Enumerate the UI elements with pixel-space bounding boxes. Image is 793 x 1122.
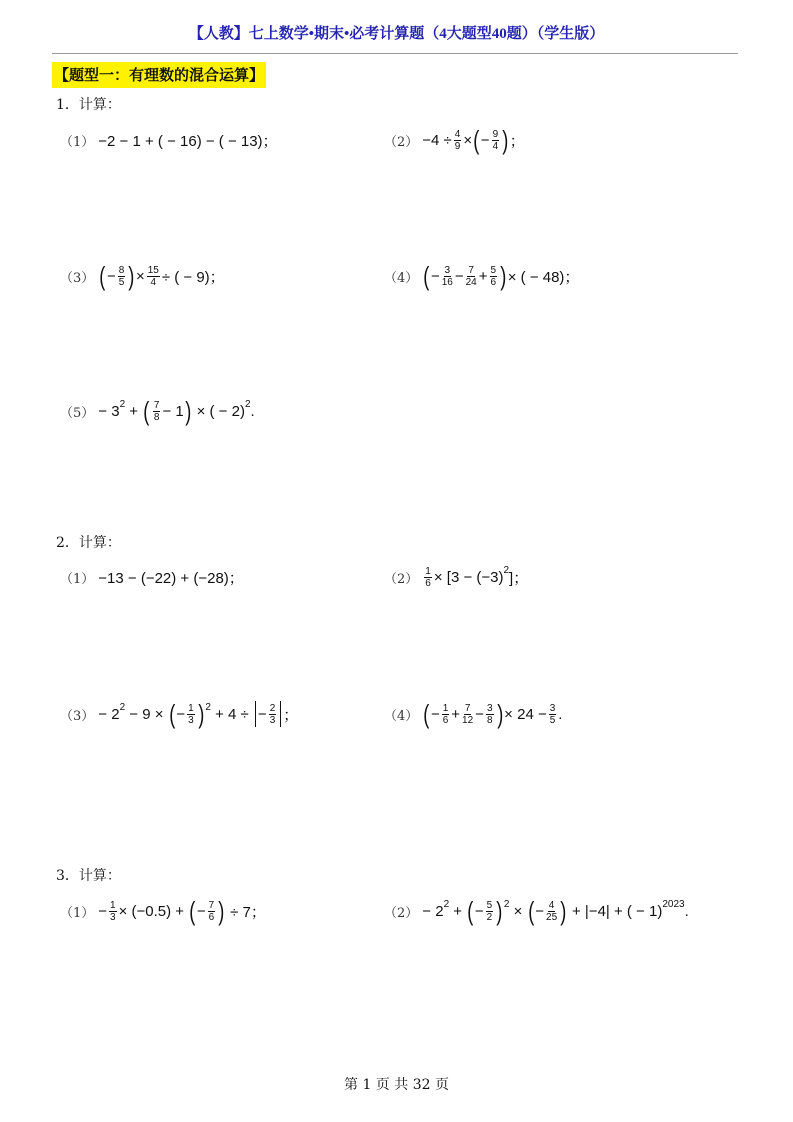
math-expression	[422, 566, 528, 589]
denominator: 3	[188, 714, 194, 726]
parenthesis: (	[99, 261, 106, 291]
item-label: （4）	[384, 270, 419, 286]
denominator: 8	[153, 411, 160, 423]
q1-item-1	[60, 120, 278, 160]
math-expression	[98, 263, 224, 289]
item-label: （4）	[384, 708, 419, 724]
numerator: 9	[492, 128, 499, 140]
math-text: − 9 ×	[125, 705, 168, 723]
fraction	[109, 900, 117, 923]
denominator: 3	[269, 714, 276, 726]
fraction	[118, 265, 126, 288]
math-text: +	[125, 402, 143, 420]
numerator: 8	[118, 264, 125, 276]
numerator: 4	[548, 899, 555, 911]
fraction	[153, 400, 161, 423]
denominator: 6	[425, 577, 431, 589]
numerator: 3	[486, 702, 493, 714]
math-text: −2 − 1 + ( − 16) − ( − 13)；	[98, 132, 278, 150]
q2-item-1	[60, 557, 244, 597]
question-1-heading: 1．计算：	[56, 97, 121, 113]
math-text: −	[480, 131, 490, 149]
parenthesis: )	[500, 261, 507, 291]
numerator: 3	[549, 702, 556, 714]
denominator: 5	[549, 714, 556, 726]
q3-item-1	[60, 891, 266, 931]
fraction	[492, 129, 500, 152]
numerator: 5	[490, 264, 497, 276]
parenthesis: (	[168, 699, 176, 729]
denominator: 24	[465, 276, 477, 288]
math-expression	[98, 130, 277, 151]
parenthesis: (	[423, 261, 430, 291]
item-label: （1）	[60, 134, 95, 150]
parenthesis: )	[218, 896, 225, 926]
denominator: 6	[490, 276, 497, 288]
math-text: −	[535, 902, 545, 920]
math-text: −13 − (−22) + (−28)；	[98, 569, 244, 587]
numerator: 1	[188, 702, 194, 714]
math-text: −	[98, 902, 108, 920]
q1-item-3	[60, 256, 225, 296]
numerator: 7	[464, 702, 471, 714]
parenthesis: (	[473, 125, 480, 155]
math-expression	[422, 263, 579, 289]
numerator: 1	[442, 702, 449, 714]
parenthesis: )	[128, 261, 135, 291]
math-text: × [3 − (−3)	[433, 568, 504, 586]
math-expression	[98, 398, 254, 424]
math-expression	[98, 898, 266, 924]
math-expression	[422, 898, 688, 924]
parenthesis: (	[467, 896, 474, 926]
parenthesis: (	[527, 896, 534, 926]
math-text: × (−0.5) +	[118, 902, 189, 920]
q1-item-5	[60, 391, 255, 431]
parenthesis: )	[197, 699, 205, 729]
math-text: −	[106, 267, 116, 285]
q1-item-2	[384, 120, 525, 160]
parenthesis: )	[560, 896, 567, 926]
numerator: 4	[454, 128, 461, 140]
numerator: 1	[425, 565, 431, 577]
math-text: × 24 −	[504, 705, 547, 723]
exponent: 2023	[662, 898, 685, 910]
math-text: −	[475, 705, 484, 723]
fraction	[454, 129, 462, 152]
math-text: × ( − 2)	[192, 402, 245, 420]
parenthesis: )	[502, 125, 509, 155]
math-text: +	[451, 705, 461, 723]
q3-item-2	[384, 891, 689, 931]
fraction	[187, 703, 195, 726]
header-divider	[52, 53, 738, 54]
fraction	[466, 265, 477, 288]
parenthesis: )	[185, 396, 192, 426]
denominator: 6	[442, 714, 449, 726]
question-3-heading: 3．计算：	[56, 868, 121, 884]
math-text: .	[684, 902, 689, 920]
absolute-bar	[255, 701, 256, 727]
math-text: × ( − 48)；	[507, 268, 580, 286]
item-label: （3）	[60, 708, 95, 724]
fraction	[546, 900, 557, 923]
denominator: 3	[110, 911, 116, 923]
exponent: 2	[503, 898, 510, 910]
denominator: 8	[486, 714, 493, 726]
document-title: 【人教】七上数学•期末•必考计算题（4大题型40题）（学生版）	[188, 26, 605, 42]
exponent: 2	[503, 564, 510, 576]
math-expression	[98, 701, 298, 727]
denominator: 25	[546, 911, 558, 923]
q2-item-2	[384, 557, 528, 597]
numerator: 7	[468, 264, 474, 276]
math-text: −	[474, 902, 484, 920]
item-label: （2）	[384, 571, 419, 587]
exponent: 2	[205, 701, 211, 713]
math-text: + |−4| + ( − 1)	[567, 902, 663, 920]
math-text: −	[176, 705, 186, 723]
fraction	[486, 703, 494, 726]
denominator: 2	[486, 911, 493, 923]
denominator: 9	[454, 140, 461, 152]
math-text: ×	[509, 902, 527, 920]
item-label: （2）	[384, 905, 419, 921]
denominator: 4	[492, 140, 499, 152]
item-label: （1）	[60, 571, 95, 587]
q2-item-3	[60, 694, 298, 734]
math-text: ×	[463, 131, 473, 149]
q1-item-4	[384, 256, 579, 296]
item-label: （1）	[60, 905, 95, 921]
parenthesis: )	[496, 896, 503, 926]
math-text: − 1	[162, 402, 184, 420]
math-text: +	[449, 902, 467, 920]
math-text: ÷ 7；	[225, 903, 266, 921]
exponent: 2	[119, 701, 126, 713]
math-text: −	[454, 267, 464, 285]
parenthesis: (	[189, 896, 196, 926]
parenthesis: (	[423, 699, 430, 729]
fraction	[442, 265, 453, 288]
fraction	[208, 900, 216, 923]
math-text: − 3	[98, 402, 120, 420]
math-text: ；	[283, 706, 299, 724]
math-text: ；	[509, 132, 525, 150]
fraction	[442, 703, 450, 726]
page-footer: 第 1 页 共 32 页	[344, 1077, 449, 1093]
denominator: 5	[118, 276, 125, 288]
fraction	[549, 703, 557, 726]
fraction	[486, 900, 494, 923]
math-text: −	[430, 705, 440, 723]
parenthesis: (	[143, 396, 150, 426]
math-text: .	[250, 402, 255, 420]
math-expression	[98, 567, 244, 588]
numerator: 3	[444, 264, 451, 276]
math-expression	[422, 701, 562, 727]
fraction	[462, 703, 473, 726]
numerator: 15	[147, 264, 159, 276]
fraction	[424, 566, 432, 589]
math-text: −	[257, 705, 267, 723]
section-heading: 【题型一：有理数的混合运算】	[52, 62, 266, 88]
question-2-heading: 2．计算：	[56, 535, 121, 551]
math-text: ×	[135, 267, 145, 285]
fraction	[269, 703, 277, 726]
item-label: （3）	[60, 270, 95, 286]
math-expression	[422, 127, 525, 153]
math-text: ]；	[509, 569, 529, 587]
numerator: 5	[486, 899, 493, 911]
math-text: −	[430, 267, 440, 285]
denominator: 16	[441, 276, 453, 288]
denominator: 4	[150, 276, 157, 288]
item-label: （5）	[60, 405, 95, 421]
math-text: − 2	[98, 705, 120, 723]
numerator: 7	[208, 899, 215, 911]
fraction	[147, 265, 160, 288]
item-label: （2）	[384, 134, 419, 150]
absolute-bar	[280, 701, 281, 727]
fraction	[490, 265, 498, 288]
numerator: 7	[153, 399, 160, 411]
exponent: 2	[443, 898, 450, 910]
math-text: −4 ÷	[422, 131, 452, 149]
parenthesis: )	[496, 699, 503, 729]
math-text: ÷ ( − 9)；	[161, 268, 225, 286]
math-text: +	[478, 267, 488, 285]
q2-item-4	[384, 694, 562, 734]
math-text: .	[558, 705, 563, 723]
numerator: 2	[269, 702, 276, 714]
exponent: 2	[244, 398, 251, 410]
math-text: + 4 ÷	[210, 705, 253, 723]
denominator: 12	[462, 714, 474, 726]
numerator: 1	[110, 899, 116, 911]
math-text: −	[196, 902, 206, 920]
denominator: 6	[208, 911, 215, 923]
exponent: 2	[119, 398, 126, 410]
math-text: − 2	[422, 902, 444, 920]
